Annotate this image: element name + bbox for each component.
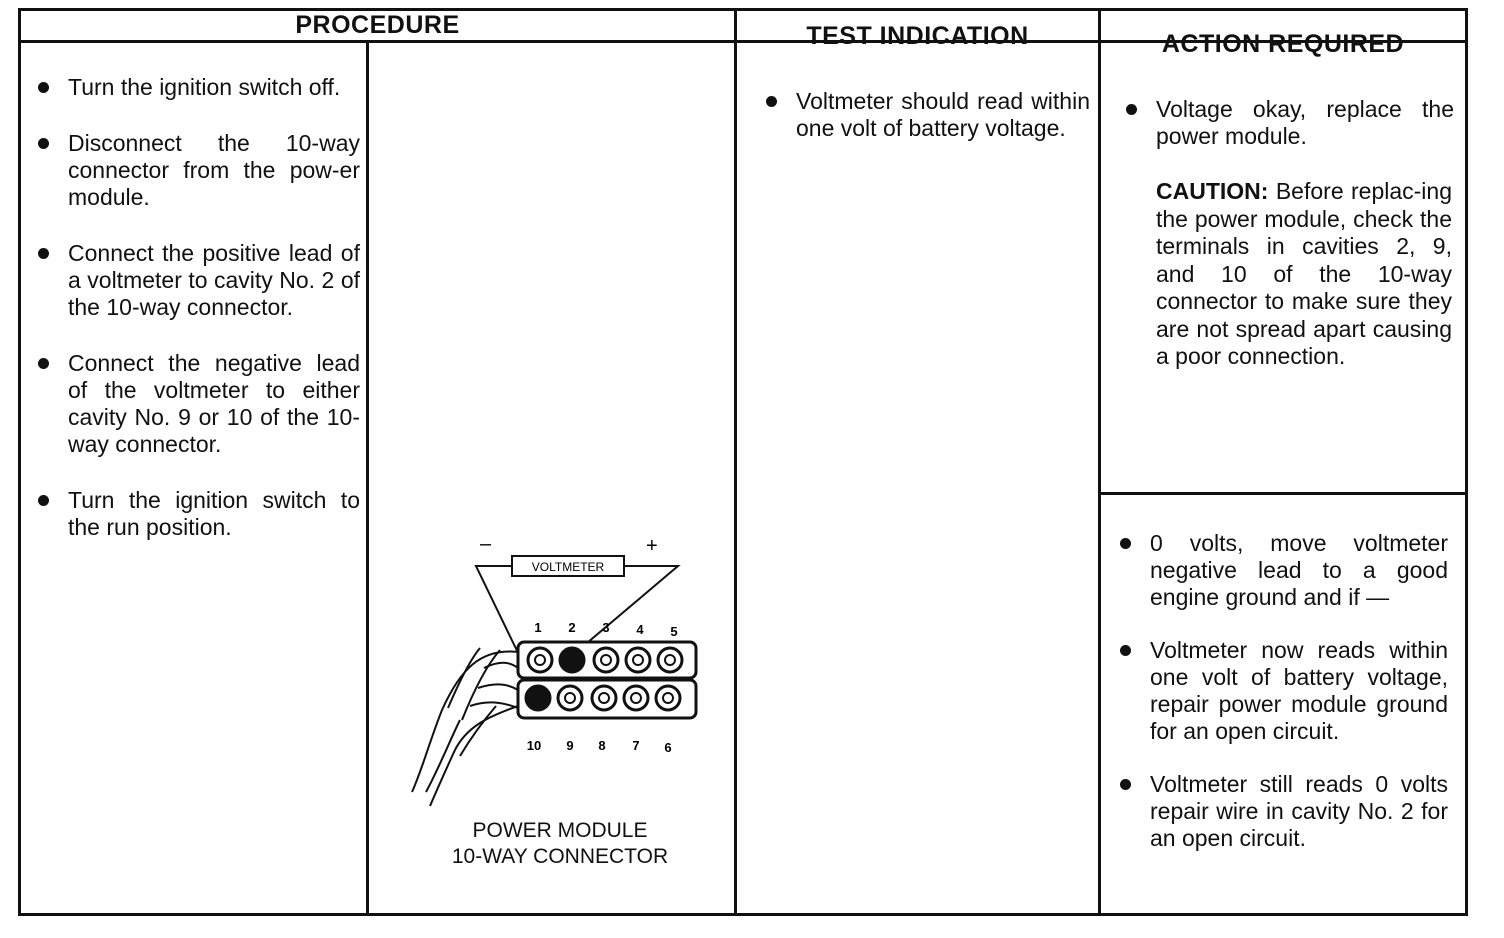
bullet-icon xyxy=(1120,779,1131,790)
bullet-icon xyxy=(1120,645,1131,656)
list-item: Voltmeter now reads within one volt of battery voltage, repair power module ground for an open circuit. xyxy=(1112,637,1448,745)
column-divider-procedure-figure xyxy=(366,40,369,916)
list-item: 0 volts, move voltmeter negative lead to a good engine ground and if — xyxy=(1112,530,1448,611)
procedure-steps xyxy=(30,74,360,570)
cavity-number: 2 xyxy=(568,620,576,635)
list-item: Disconnect the 10-way connector from the pow-er module. xyxy=(30,130,360,211)
bullet-icon xyxy=(38,358,49,369)
header-test-indication: TEST INDICATION xyxy=(806,22,1029,50)
bullet-icon xyxy=(1120,538,1131,549)
list-item: Turn the ignition switch off. xyxy=(30,74,360,101)
action-required-top-list xyxy=(1118,96,1454,150)
bullet-icon xyxy=(38,495,49,506)
bullet-icon xyxy=(38,248,49,259)
cavity-6 xyxy=(656,686,680,710)
test-indication-list xyxy=(758,88,1090,142)
caution-label: CAUTION: xyxy=(1156,178,1269,204)
cavity-4 xyxy=(626,648,650,672)
cavity-number: 5 xyxy=(670,624,678,639)
plus-sign: + xyxy=(646,535,658,557)
list-item: Voltmeter still reads 0 volts repair wire in cavity No. 2 for an open circuit. xyxy=(1112,771,1448,852)
minus-sign: – xyxy=(480,533,492,555)
cavity-9 xyxy=(558,686,582,710)
cavity-number: 1 xyxy=(534,620,542,635)
cavity-number: 10 xyxy=(526,738,542,753)
list-item: Voltmeter should read within one volt of battery voltage. xyxy=(758,88,1090,142)
cavity-5 xyxy=(658,648,682,672)
header-procedure: PROCEDURE xyxy=(295,11,460,39)
action-required-bottom-list xyxy=(1112,530,1448,878)
bullet-icon xyxy=(1126,104,1137,115)
cavity-number: 6 xyxy=(664,740,672,755)
bullet-icon xyxy=(38,82,49,93)
cavity-number: 9 xyxy=(566,738,574,753)
cavity-8 xyxy=(592,686,616,710)
cavity-3 xyxy=(594,648,618,672)
cavity-number: 7 xyxy=(632,738,640,753)
caption-line-2: 10-WAY CONNECTOR xyxy=(451,845,669,868)
connector-diagram xyxy=(400,530,720,830)
bullet-icon xyxy=(766,96,777,107)
cavity-7 xyxy=(624,686,648,710)
list-item: Voltage okay, replace the power module. xyxy=(1118,96,1454,150)
header-action-required: ACTION REQUIRED xyxy=(1161,30,1405,58)
caution-note xyxy=(1156,178,1452,371)
cavity-number: 3 xyxy=(602,620,610,635)
cavity-2 xyxy=(560,648,584,672)
cavity-number: 8 xyxy=(598,738,606,753)
cavity-10 xyxy=(526,686,550,710)
voltmeter-label: VOLTMETER xyxy=(531,560,605,574)
list-item: Connect the negative lead of the voltmeter to either cavity No. 9 or 10 of the 10-way connector. xyxy=(30,350,360,458)
list-item: Turn the ignition switch to the run position. xyxy=(30,487,360,541)
cavity-number: 4 xyxy=(636,622,644,637)
action-divider xyxy=(1101,492,1465,495)
cavity-1 xyxy=(528,648,552,672)
bullet-icon xyxy=(38,138,49,149)
diagram-caption xyxy=(400,818,720,870)
caption-line-1: POWER MODULE xyxy=(472,819,648,842)
list-item: Connect the positive lead of a voltmeter to cavity No. 2 of the 10-way connector. xyxy=(30,240,360,321)
caution-text: Before replac-ing the power module, check the terminals in cavities 2, 9, and 10 of the 10-way connector to make sure they are not spread apart causing a poor connection. xyxy=(1156,178,1453,369)
wire-bundle xyxy=(412,648,518,806)
column-divider-procedure-test xyxy=(734,8,737,916)
column-divider-test-action xyxy=(1098,8,1101,916)
